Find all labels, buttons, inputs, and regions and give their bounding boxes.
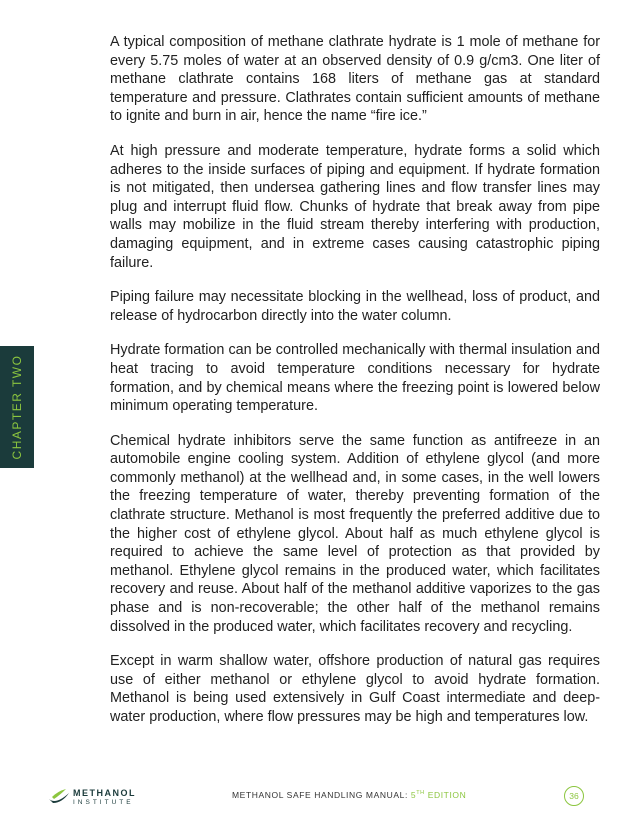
paragraph-1: A typical composition of methane clathrate hydrate is 1 mole of methane for every 5.75 moles of water at an observed density of 0.9 g/cm3. One liter of methane clathrate contains 168 liters of methane gas at standard temperature and pressure. Clathrates contain sufficient amounts of methane to ignite and burn in air, hence the name “fire ice.” — [110, 34, 600, 125]
page-number-badge — [564, 786, 584, 806]
methanol-institute-logo-icon — [48, 787, 70, 807]
paragraph-4: Hydrate formation can be controlled mechanically with thermal insulation and heat tracing to avoid temperature conditions necessary for hydrate formation, and by chemical means where the freezing point is lowered below minimum operating temperature. — [110, 342, 600, 415]
edition-word: EDITION — [424, 790, 467, 800]
page-number: 36 — [569, 791, 579, 801]
edition-suffix: TH — [416, 790, 425, 797]
edition-label — [411, 790, 467, 800]
methanol-institute-logo — [48, 785, 158, 809]
manual-title: METHANOL SAFE HANDLING MANUAL: — [232, 790, 411, 800]
paragraph-5: Chemical hydrate inhibitors serve the same function as antifreeze in an automobile engine cooling system. Addition of ethylene glycol (and more commonly methanol) at the wellhead and, in some cases, in the well lowers the freezing temperature of water, thereby preventing formation of the clathrate structure. Methanol is most frequently the preferred additive due to the higher cost of ethylene glycol. About half as much ethylene glycol is required to achieve the same level of protection as that provided by methanol. Ethylene glycol remains in the produced water, which facilitates recovery and reuse. About half of the methanol additive vaporizes to the gas phase and is non-recoverable; the other half of the methanol remains dissolved in the produced water, which facilitates recovery and recycling. — [110, 432, 600, 635]
paragraph-3: Piping failure may necessitate blocking in the wellhead, loss of product, and release of hydrocarbon directly into the water column. — [110, 289, 600, 324]
logo-text-bottom: INSTITUTE — [73, 799, 134, 806]
paragraph-6: Except in warm shallow water, offshore production of natural gas requires use of either methanol or ethylene glycol to avoid hydrate formation. Methanol is being used extensively in Gulf Coast intermediate and deep-water production, where flow pressures may be high and temperatures low. — [110, 653, 600, 725]
chapter-label: CHAPTER TWO — [10, 354, 24, 460]
paragraph-2: At high pressure and moderate temperature, hydrate forms a solid which adheres to the inside surfaces of piping and equipment. If hydrate formation is not mitigated, then undersea gathering lines and flow transfer lines may plug and interrupt fluid flow. Chunks of hydrate that break away from pipe walls may mobilize in the fluid stream thereby interfering with production, damaging equipment, and in extreme cases causing catastrophic piping failure. — [110, 142, 600, 271]
edition-number: 5 — [410, 790, 417, 800]
footer-manual-title — [232, 790, 466, 800]
body-text — [110, 33, 600, 743]
logo-text-top: METHANOL — [73, 788, 136, 798]
